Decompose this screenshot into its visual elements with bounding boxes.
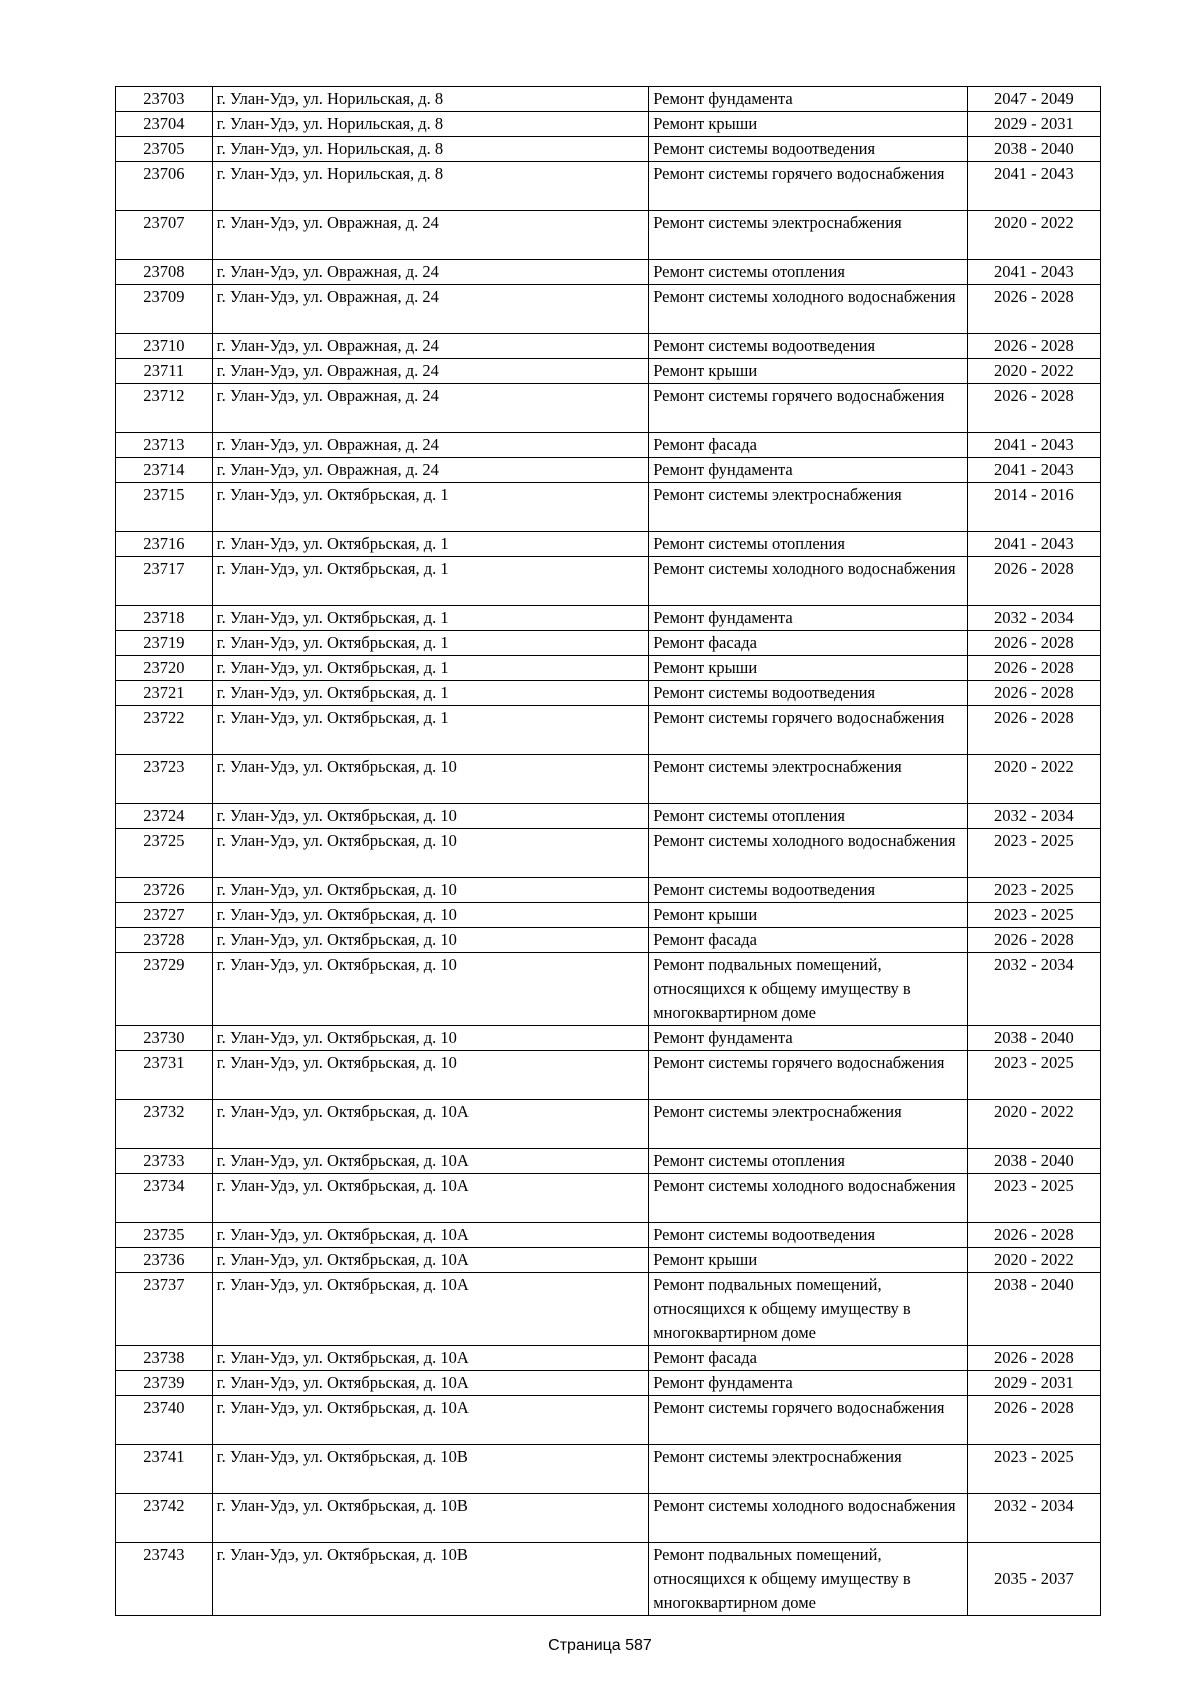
address-cell: г. Улан-Удэ, ул. Норильская, д. 8 — [212, 162, 649, 211]
address-cell: г. Улан-Удэ, ул. Октябрьская, д. 1 — [212, 631, 649, 656]
row-id-cell: 23733 — [116, 1149, 213, 1174]
address-cell: г. Улан-Удэ, ул. Овражная, д. 24 — [212, 433, 649, 458]
work-type-cell: Ремонт системы электроснабжения — [649, 1100, 967, 1149]
period-cell: 2020 - 2022 — [967, 359, 1100, 384]
table-row — [116, 1051, 1101, 1100]
page-number: Страница 587 — [548, 1637, 652, 1654]
row-id-cell: 23713 — [116, 433, 213, 458]
period-cell: 2026 - 2028 — [967, 557, 1100, 606]
address-cell: г. Улан-Удэ, ул. Овражная, д. 24 — [212, 384, 649, 433]
row-id-cell: 23726 — [116, 878, 213, 903]
work-type-cell: Ремонт системы отопления — [649, 260, 967, 285]
work-type-cell: Ремонт фундамента — [649, 1026, 967, 1051]
work-type-cell: Ремонт системы горячего водоснабжения — [649, 706, 967, 755]
address-cell: г. Улан-Удэ, ул. Овражная, д. 24 — [212, 211, 649, 260]
work-type-cell: Ремонт системы холодного водоснабжения — [649, 557, 967, 606]
row-id-cell: 23725 — [116, 829, 213, 878]
row-id-cell: 23741 — [116, 1445, 213, 1494]
work-type-cell: Ремонт подвальных помещений, относящихся к общему имуществу в многоквартирном доме — [649, 1273, 967, 1346]
period-cell: 2026 - 2028 — [967, 681, 1100, 706]
table-row — [116, 1248, 1101, 1273]
work-type-cell: Ремонт фасада — [649, 1346, 967, 1371]
table-row — [116, 458, 1101, 483]
table-row — [116, 1543, 1101, 1616]
work-type-cell: Ремонт системы водоотведения — [649, 137, 967, 162]
table-row — [116, 878, 1101, 903]
row-id-cell: 23721 — [116, 681, 213, 706]
table-row — [116, 162, 1101, 211]
table-row — [116, 1371, 1101, 1396]
address-cell: г. Улан-Удэ, ул. Октябрьская, д. 10В — [212, 1543, 649, 1616]
period-cell: 2026 - 2028 — [967, 384, 1100, 433]
address-cell: г. Улан-Удэ, ул. Октябрьская, д. 1 — [212, 681, 649, 706]
period-cell: 2023 - 2025 — [967, 1445, 1100, 1494]
table-row — [116, 681, 1101, 706]
work-type-cell: Ремонт фундамента — [649, 458, 967, 483]
period-cell: 2041 - 2043 — [967, 162, 1100, 211]
row-id-cell: 23714 — [116, 458, 213, 483]
work-type-cell: Ремонт системы электроснабжения — [649, 211, 967, 260]
table-row — [116, 1445, 1101, 1494]
address-cell: г. Улан-Удэ, ул. Овражная, д. 24 — [212, 334, 649, 359]
work-type-cell: Ремонт крыши — [649, 112, 967, 137]
address-cell: г. Улан-Удэ, ул. Октябрьская, д. 10В — [212, 1494, 649, 1543]
period-cell: 2026 - 2028 — [967, 1396, 1100, 1445]
table-row — [116, 532, 1101, 557]
table-row — [116, 285, 1101, 334]
work-type-cell: Ремонт фасада — [649, 928, 967, 953]
row-id-cell: 23704 — [116, 112, 213, 137]
address-cell: г. Улан-Удэ, ул. Октябрьская, д. 10А — [212, 1174, 649, 1223]
row-id-cell: 23711 — [116, 359, 213, 384]
table-row — [116, 656, 1101, 681]
period-cell: 2032 - 2034 — [967, 953, 1100, 1026]
row-id-cell: 23732 — [116, 1100, 213, 1149]
period-cell: 2020 - 2022 — [967, 211, 1100, 260]
work-type-cell: Ремонт системы холодного водоснабжения — [649, 829, 967, 878]
row-id-cell: 23709 — [116, 285, 213, 334]
table-row — [116, 87, 1101, 112]
period-cell: 2023 - 2025 — [967, 829, 1100, 878]
row-id-cell: 23736 — [116, 1248, 213, 1273]
period-cell: 2020 - 2022 — [967, 1100, 1100, 1149]
table-row — [116, 928, 1101, 953]
work-type-cell: Ремонт крыши — [649, 359, 967, 384]
address-cell: г. Улан-Удэ, ул. Октябрьская, д. 10В — [212, 1445, 649, 1494]
period-cell: 2035 - 2037 — [967, 1543, 1100, 1616]
period-cell: 2014 - 2016 — [967, 483, 1100, 532]
work-type-cell: Ремонт крыши — [649, 903, 967, 928]
period-cell: 2038 - 2040 — [967, 1149, 1100, 1174]
table-row — [116, 557, 1101, 606]
table-row — [116, 1100, 1101, 1149]
work-type-cell: Ремонт системы горячего водоснабжения — [649, 1396, 967, 1445]
address-cell: г. Улан-Удэ, ул. Октябрьская, д. 1 — [212, 656, 649, 681]
work-type-cell: Ремонт системы отопления — [649, 804, 967, 829]
work-type-cell: Ремонт системы электроснабжения — [649, 755, 967, 804]
work-type-cell: Ремонт фасада — [649, 433, 967, 458]
work-type-cell: Ремонт системы горячего водоснабжения — [649, 1051, 967, 1100]
work-type-cell: Ремонт системы водоотведения — [649, 1223, 967, 1248]
address-cell: г. Улан-Удэ, ул. Октябрьская, д. 1 — [212, 483, 649, 532]
row-id-cell: 23738 — [116, 1346, 213, 1371]
row-id-cell: 23739 — [116, 1371, 213, 1396]
row-id-cell: 23720 — [116, 656, 213, 681]
work-type-cell: Ремонт системы водоотведения — [649, 878, 967, 903]
table-row — [116, 433, 1101, 458]
table-row — [116, 1273, 1101, 1346]
address-cell: г. Улан-Удэ, ул. Октябрьская, д. 10А — [212, 1273, 649, 1346]
period-cell: 2026 - 2028 — [967, 334, 1100, 359]
table-row — [116, 260, 1101, 285]
period-cell: 2026 - 2028 — [967, 656, 1100, 681]
period-cell: 2029 - 2031 — [967, 1371, 1100, 1396]
work-type-cell: Ремонт системы холодного водоснабжения — [649, 1174, 967, 1223]
address-cell: г. Улан-Удэ, ул. Октябрьская, д. 10 — [212, 903, 649, 928]
table-row — [116, 903, 1101, 928]
row-id-cell: 23716 — [116, 532, 213, 557]
table-row — [116, 1396, 1101, 1445]
period-cell: 2023 - 2025 — [967, 1174, 1100, 1223]
row-id-cell: 23729 — [116, 953, 213, 1026]
work-type-cell: Ремонт системы холодного водоснабжения — [649, 285, 967, 334]
table-row — [116, 384, 1101, 433]
work-type-cell: Ремонт системы холодного водоснабжения — [649, 1494, 967, 1543]
address-cell: г. Улан-Удэ, ул. Октябрьская, д. 10А — [212, 1223, 649, 1248]
row-id-cell: 23717 — [116, 557, 213, 606]
work-type-cell: Ремонт системы водоотведения — [649, 334, 967, 359]
row-id-cell: 23730 — [116, 1026, 213, 1051]
work-type-cell: Ремонт системы отопления — [649, 1149, 967, 1174]
address-cell: г. Улан-Удэ, ул. Октябрьская, д. 1 — [212, 532, 649, 557]
period-cell: 2032 - 2034 — [967, 606, 1100, 631]
address-cell: г. Улан-Удэ, ул. Октябрьская, д. 10А — [212, 1346, 649, 1371]
row-id-cell: 23724 — [116, 804, 213, 829]
period-cell: 2023 - 2025 — [967, 1051, 1100, 1100]
address-cell: г. Улан-Удэ, ул. Октябрьская, д. 1 — [212, 606, 649, 631]
row-id-cell: 23718 — [116, 606, 213, 631]
row-id-cell: 23734 — [116, 1174, 213, 1223]
table-row — [116, 631, 1101, 656]
row-id-cell: 23722 — [116, 706, 213, 755]
row-id-cell: 23735 — [116, 1223, 213, 1248]
address-cell: г. Улан-Удэ, ул. Норильская, д. 8 — [212, 137, 649, 162]
table-row — [116, 211, 1101, 260]
work-type-cell: Ремонт подвальных помещений, относящихся к общему имуществу в многоквартирном доме — [649, 953, 967, 1026]
address-cell: г. Улан-Удэ, ул. Октябрьская, д. 10А — [212, 1100, 649, 1149]
table-body — [116, 87, 1101, 1616]
period-cell: 2041 - 2043 — [967, 532, 1100, 557]
address-cell: г. Улан-Удэ, ул. Октябрьская, д. 10 — [212, 804, 649, 829]
address-cell: г. Улан-Удэ, ул. Октябрьская, д. 10 — [212, 755, 649, 804]
address-cell: г. Улан-Удэ, ул. Октябрьская, д. 10 — [212, 829, 649, 878]
table-row — [116, 137, 1101, 162]
table-row — [116, 359, 1101, 384]
row-id-cell: 23727 — [116, 903, 213, 928]
table-row — [116, 1149, 1101, 1174]
table-row — [116, 953, 1101, 1026]
repair-schedule-table-wrap — [115, 86, 1101, 1616]
work-type-cell: Ремонт подвальных помещений, относящихся к общему имуществу в многоквартирном доме — [649, 1543, 967, 1616]
address-cell: г. Улан-Удэ, ул. Овражная, д. 24 — [212, 359, 649, 384]
row-id-cell: 23708 — [116, 260, 213, 285]
period-cell: 2023 - 2025 — [967, 903, 1100, 928]
address-cell: г. Улан-Удэ, ул. Октябрьская, д. 10 — [212, 878, 649, 903]
row-id-cell: 23743 — [116, 1543, 213, 1616]
work-type-cell: Ремонт системы горячего водоснабжения — [649, 162, 967, 211]
address-cell: г. Улан-Удэ, ул. Октябрьская, д. 10 — [212, 928, 649, 953]
address-cell: г. Улан-Удэ, ул. Норильская, д. 8 — [212, 112, 649, 137]
work-type-cell: Ремонт фасада — [649, 631, 967, 656]
work-type-cell: Ремонт системы отопления — [649, 532, 967, 557]
address-cell: г. Улан-Удэ, ул. Овражная, д. 24 — [212, 260, 649, 285]
period-cell: 2038 - 2040 — [967, 1026, 1100, 1051]
work-type-cell: Ремонт крыши — [649, 1248, 967, 1273]
table-row — [116, 706, 1101, 755]
address-cell: г. Улан-Удэ, ул. Октябрьская, д. 10А — [212, 1371, 649, 1396]
row-id-cell: 23703 — [116, 87, 213, 112]
row-id-cell: 23705 — [116, 137, 213, 162]
period-cell: 2038 - 2040 — [967, 137, 1100, 162]
address-cell: г. Улан-Удэ, ул. Октябрьская, д. 1 — [212, 557, 649, 606]
row-id-cell: 23707 — [116, 211, 213, 260]
row-id-cell: 23719 — [116, 631, 213, 656]
address-cell: г. Улан-Удэ, ул. Октябрьская, д. 10А — [212, 1248, 649, 1273]
work-type-cell: Ремонт фундамента — [649, 606, 967, 631]
table-row — [116, 1026, 1101, 1051]
table-row — [116, 1223, 1101, 1248]
period-cell: 2026 - 2028 — [967, 1223, 1100, 1248]
period-cell: 2032 - 2034 — [967, 804, 1100, 829]
address-cell: г. Улан-Удэ, ул. Овражная, д. 24 — [212, 285, 649, 334]
period-cell: 2023 - 2025 — [967, 878, 1100, 903]
address-cell: г. Улан-Удэ, ул. Октябрьская, д. 10 — [212, 953, 649, 1026]
work-type-cell: Ремонт системы электроснабжения — [649, 483, 967, 532]
address-cell: г. Улан-Удэ, ул. Октябрьская, д. 10А — [212, 1396, 649, 1445]
period-cell: 2041 - 2043 — [967, 260, 1100, 285]
address-cell: г. Улан-Удэ, ул. Октябрьская, д. 10 — [212, 1051, 649, 1100]
row-id-cell: 23737 — [116, 1273, 213, 1346]
work-type-cell: Ремонт фундамента — [649, 1371, 967, 1396]
table-row — [116, 755, 1101, 804]
table-row — [116, 804, 1101, 829]
row-id-cell: 23710 — [116, 334, 213, 359]
table-row — [116, 1494, 1101, 1543]
address-cell: г. Улан-Удэ, ул. Октябрьская, д. 10А — [212, 1149, 649, 1174]
work-type-cell: Ремонт крыши — [649, 656, 967, 681]
address-cell: г. Улан-Удэ, ул. Норильская, д. 8 — [212, 87, 649, 112]
table-row — [116, 334, 1101, 359]
row-id-cell: 23740 — [116, 1396, 213, 1445]
row-id-cell: 23715 — [116, 483, 213, 532]
row-id-cell: 23723 — [116, 755, 213, 804]
row-id-cell: 23728 — [116, 928, 213, 953]
period-cell: 2032 - 2034 — [967, 1494, 1100, 1543]
table-row — [116, 1174, 1101, 1223]
row-id-cell: 23731 — [116, 1051, 213, 1100]
period-cell: 2026 - 2028 — [967, 285, 1100, 334]
period-cell: 2020 - 2022 — [967, 755, 1100, 804]
period-cell: 2020 - 2022 — [967, 1248, 1100, 1273]
row-id-cell: 23712 — [116, 384, 213, 433]
period-cell: 2038 - 2040 — [967, 1273, 1100, 1346]
row-id-cell: 23742 — [116, 1494, 213, 1543]
period-cell: 2026 - 2028 — [967, 1346, 1100, 1371]
work-type-cell: Ремонт системы водоотведения — [649, 681, 967, 706]
row-id-cell: 23706 — [116, 162, 213, 211]
work-type-cell: Ремонт системы электроснабжения — [649, 1445, 967, 1494]
table-row — [116, 483, 1101, 532]
period-cell: 2041 - 2043 — [967, 458, 1100, 483]
address-cell: г. Улан-Удэ, ул. Октябрьская, д. 1 — [212, 706, 649, 755]
period-cell: 2047 - 2049 — [967, 87, 1100, 112]
table-row — [116, 1346, 1101, 1371]
period-cell: 2041 - 2043 — [967, 433, 1100, 458]
work-type-cell: Ремонт системы горячего водоснабжения — [649, 384, 967, 433]
address-cell: г. Улан-Удэ, ул. Октябрьская, д. 10 — [212, 1026, 649, 1051]
work-type-cell: Ремонт фундамента — [649, 87, 967, 112]
period-cell: 2026 - 2028 — [967, 631, 1100, 656]
repair-schedule-table — [115, 86, 1101, 1616]
table-row — [116, 606, 1101, 631]
address-cell: г. Улан-Удэ, ул. Овражная, д. 24 — [212, 458, 649, 483]
table-row — [116, 829, 1101, 878]
period-cell: 2026 - 2028 — [967, 928, 1100, 953]
period-cell: 2026 - 2028 — [967, 706, 1100, 755]
period-cell: 2029 - 2031 — [967, 112, 1100, 137]
table-row — [116, 112, 1101, 137]
